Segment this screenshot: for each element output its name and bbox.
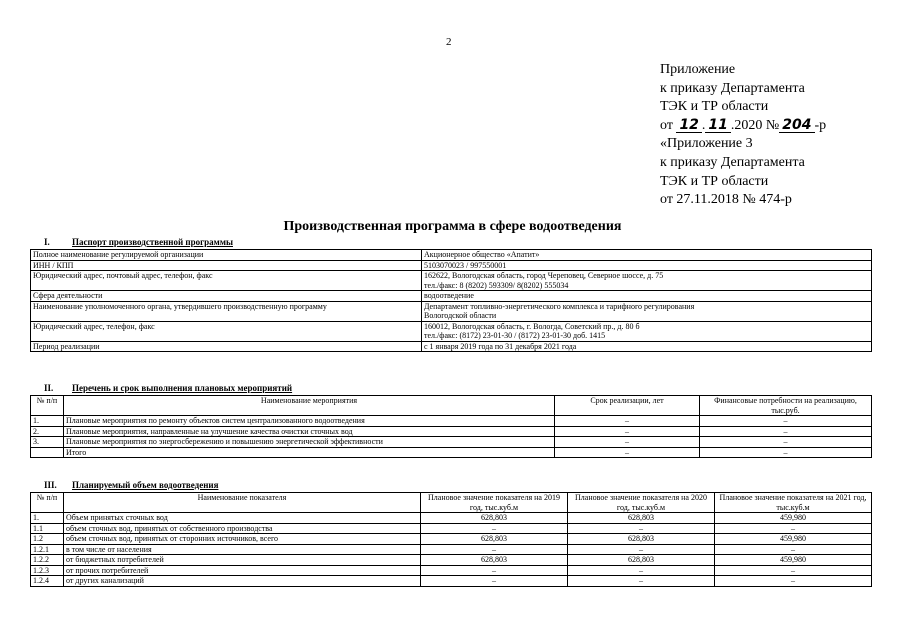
table-cell: – xyxy=(715,544,872,555)
handwritten-day: 12 xyxy=(676,118,701,133)
table-row xyxy=(31,271,872,291)
table-cell: – xyxy=(700,426,872,437)
appendix-header xyxy=(660,61,826,210)
passport-key: Полное наименование регулируемой организации xyxy=(31,250,422,261)
table-cell: – xyxy=(700,437,872,448)
header-cell: Финансовые потребности на реализацию, тыс.руб. xyxy=(700,396,872,416)
passport-table xyxy=(30,249,872,352)
table-cell: в том числе от населения xyxy=(64,544,421,555)
table-cell: объем сточных вод, принятых от собственного производства xyxy=(64,523,421,534)
table-row xyxy=(31,416,872,427)
table-cell: от других канализаций xyxy=(64,576,421,587)
appendix-line: ТЭК и ТР области xyxy=(660,173,769,189)
table-cell: 459,980 xyxy=(715,534,872,545)
table-cell: 628,803 xyxy=(568,534,715,545)
passport-value xyxy=(422,260,872,271)
table-row xyxy=(31,555,872,566)
table-row xyxy=(31,576,872,587)
table-cell: 1.2.2 xyxy=(31,555,64,566)
handwritten-order-number: 204 xyxy=(779,118,814,133)
measures-table xyxy=(30,395,872,458)
appendix-line: от 27.11.2018 № 474-р xyxy=(660,192,792,208)
table-cell: 459,980 xyxy=(715,555,872,566)
table-cell: – xyxy=(555,437,700,448)
table-cell: – xyxy=(421,565,568,576)
order-year: .2020 № xyxy=(730,117,780,133)
header-cell: Срок реализации, лет xyxy=(555,396,700,416)
table-cell: 628,803 xyxy=(421,513,568,524)
table-cell: 628,803 xyxy=(421,555,568,566)
table-cell: Объем принятых сточных вод xyxy=(64,513,421,524)
table-row xyxy=(31,301,872,321)
header-cell: № п/п xyxy=(31,493,64,513)
table-cell: – xyxy=(421,576,568,587)
passport-value-line: тел./факс: 8 (8202) 593309/ 8(8202) 555034 xyxy=(424,280,569,290)
order-prefix: от xyxy=(660,117,673,133)
document-title: Производственная программа в сфере водоотведения xyxy=(283,219,622,234)
table-row xyxy=(31,260,872,271)
table-cell: – xyxy=(555,447,700,458)
table-cell: – xyxy=(715,523,872,534)
appendix-line: к приказу Департамента xyxy=(660,154,805,170)
section-3-heading xyxy=(44,480,218,490)
table-cell: – xyxy=(555,426,700,437)
table-cell: – xyxy=(568,544,715,555)
table-row xyxy=(31,544,872,555)
table-cell: – xyxy=(700,447,872,458)
table-cell xyxy=(31,447,64,458)
section-number: II. xyxy=(44,383,54,393)
table-cell: – xyxy=(700,416,872,427)
table-cell: объем сточных вод, принятых от сторонних источников, всего xyxy=(64,534,421,545)
table-cell: Итого xyxy=(64,447,555,458)
volume-table xyxy=(30,492,872,587)
table-header-row xyxy=(31,493,872,513)
section-title: Планируемый объем водоотведения xyxy=(72,480,219,490)
passport-value-line: тел./факс: (8172) 23-01-30 / (8172) 23-01-30 доб. 1415 xyxy=(424,331,606,340)
table-row xyxy=(31,250,872,261)
table-cell: – xyxy=(421,523,568,534)
table-row xyxy=(31,565,872,576)
passport-value-line: 5103070023 / 997550001 xyxy=(424,260,507,270)
passport-key: ИНН / КПП xyxy=(31,260,422,271)
appendix-line: к приказу Департамента xyxy=(660,80,805,96)
appendix-line: «Приложение 3 xyxy=(660,136,753,152)
table-cell: Плановые мероприятия по энергосбережению и повышению энергетической эффективности xyxy=(64,437,555,448)
table-row xyxy=(31,291,872,302)
table-cell: – xyxy=(568,576,715,587)
appendix-line: Приложение xyxy=(660,62,736,77)
passport-key: Наименование уполномоченного органа, утвердившего производственную программу xyxy=(31,301,422,321)
table-cell: 2. xyxy=(31,426,64,437)
table-cell: – xyxy=(715,565,872,576)
passport-value-line: Вологодской области xyxy=(424,311,497,320)
table-cell: 1.2.4 xyxy=(31,576,64,587)
passport-key: Период реализации xyxy=(31,341,422,352)
table-cell: – xyxy=(555,416,700,427)
table-header-row xyxy=(31,396,872,416)
appendix-line: ТЭК и ТР области xyxy=(660,99,769,115)
order-suffix: -р xyxy=(814,117,827,133)
passport-value-line: Акционерное общество «Апатит» xyxy=(424,250,540,259)
passport-value-line: 162622, Вологодская область, город Череповец, Северное шоссе, д. 75 xyxy=(424,271,664,280)
handwritten-month: 11 xyxy=(705,118,730,133)
passport-value xyxy=(422,301,872,321)
table-cell: – xyxy=(421,544,568,555)
table-cell: 1.2.3 xyxy=(31,565,64,576)
table-cell: 3. xyxy=(31,437,64,448)
passport-value xyxy=(422,321,872,341)
section-2-heading xyxy=(44,383,292,393)
table-row xyxy=(31,437,872,448)
table-cell: Плановые мероприятия, направленные на улучшение качества очистки сточных вод xyxy=(64,426,555,437)
passport-value xyxy=(422,250,872,261)
section-title: Перечень и срок выполнения плановых мероприятий xyxy=(72,383,293,393)
section-number: I. xyxy=(44,237,50,247)
table-cell: 1.2.1 xyxy=(31,544,64,555)
header-cell: Наименование показателя xyxy=(64,493,421,513)
passport-value xyxy=(422,291,872,302)
table-row xyxy=(31,447,872,458)
passport-key: Юридический адрес, почтовый адрес, телефон, факс xyxy=(31,271,422,291)
table-cell: 1. xyxy=(31,513,64,524)
header-cell: Наименование мероприятия xyxy=(64,396,555,416)
header-cell: № п/п xyxy=(31,396,64,416)
section-number: III. xyxy=(44,480,57,490)
table-row xyxy=(31,513,872,524)
table-row xyxy=(31,341,872,352)
order-reference: от 12 . 11 .2020 № 204 -р xyxy=(660,116,827,133)
passport-value-line: Департамент топливно-энергетического комплекса и тарифного регулирования xyxy=(424,301,695,311)
table-row xyxy=(31,534,872,545)
table-cell: 1.1 xyxy=(31,523,64,534)
section-title: Паспорт производственной программы xyxy=(72,237,233,247)
table-row xyxy=(31,426,872,437)
table-cell: – xyxy=(568,523,715,534)
table-cell: от бюджетных потребителей xyxy=(64,555,421,566)
passport-value-line: водоотведение xyxy=(424,291,474,300)
table-cell: 1.2 xyxy=(31,534,64,545)
passport-value xyxy=(422,271,872,291)
section-1-heading xyxy=(44,237,233,247)
page-number: 2 xyxy=(446,36,452,48)
header-cell: Плановое значение показателя на 2020 год, тыс.куб.м xyxy=(568,493,715,513)
passport-value-line: с 1 января 2019 года по 31 декабря 2021 года xyxy=(424,341,577,351)
passport-key: Сфера деятельности xyxy=(31,291,422,302)
table-cell: от прочих потребителей xyxy=(64,565,421,576)
table-cell: 628,803 xyxy=(568,555,715,566)
table-row xyxy=(31,321,872,341)
table-cell: 628,803 xyxy=(421,534,568,545)
table-cell: Плановые мероприятия по ремонту объектов систем централизованного водоотведения xyxy=(64,416,555,427)
passport-key: Юридический адрес, телефон, факс xyxy=(31,321,422,341)
table-cell: 628,803 xyxy=(568,513,715,524)
header-cell: Плановое значение показателя на 2021 год, тыс.куб.м xyxy=(715,493,872,513)
table-cell: 1. xyxy=(31,416,64,427)
table-cell: 459,980 xyxy=(715,513,872,524)
table-cell: – xyxy=(568,565,715,576)
passport-value-line: 160012, Вологодская область, г. Вологда, Советский пр., д. 80 б xyxy=(424,321,640,331)
header-cell: Плановое значение показателя на 2019 год, тыс.куб.м xyxy=(421,493,568,513)
table-row xyxy=(31,523,872,534)
passport-value xyxy=(422,341,872,352)
table-cell: – xyxy=(715,576,872,587)
